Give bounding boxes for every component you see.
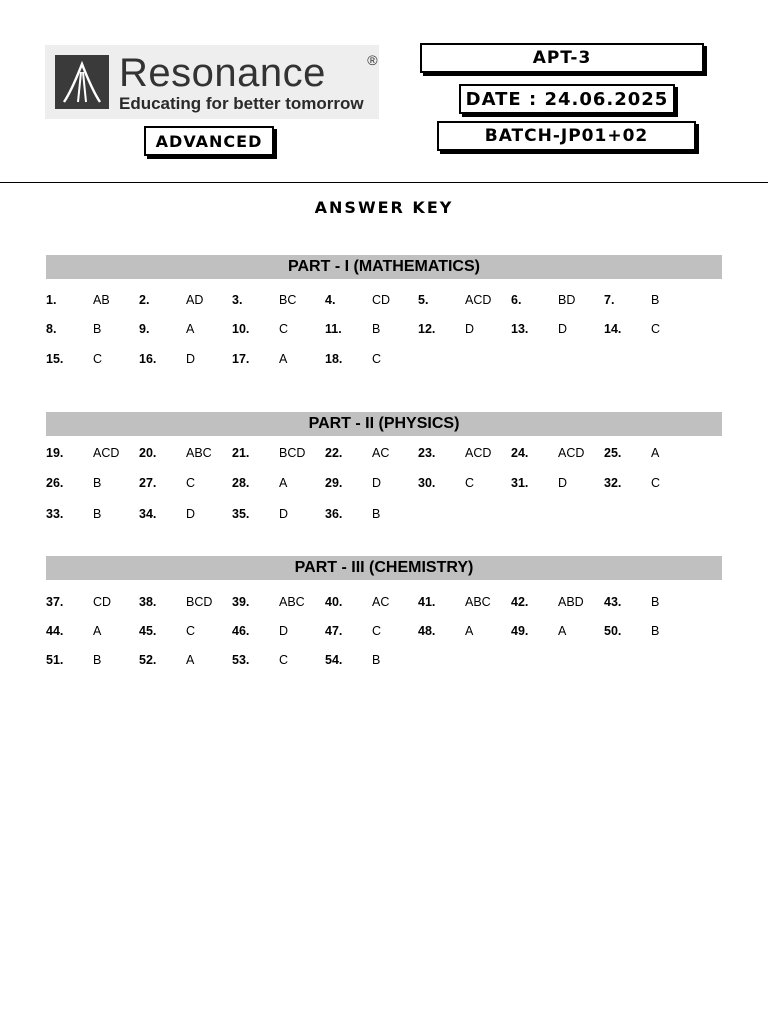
question-number: 30. bbox=[418, 476, 436, 490]
question-number: 44. bbox=[46, 624, 64, 638]
question-number: 21. bbox=[232, 446, 250, 460]
question-number: 4. bbox=[325, 293, 336, 307]
test-code-label: APT-3 bbox=[420, 43, 704, 73]
question-number: 45. bbox=[139, 624, 157, 638]
question-number: 51. bbox=[46, 653, 64, 667]
page-title: ANSWER KEY bbox=[314, 198, 454, 217]
question-number: 32. bbox=[604, 476, 622, 490]
question-number: 47. bbox=[325, 624, 343, 638]
resonance-emblem-icon bbox=[55, 55, 109, 109]
question-number: 20. bbox=[139, 446, 157, 460]
answer-value: D bbox=[465, 322, 475, 336]
question-number: 43. bbox=[604, 595, 622, 609]
answer-value: ACD bbox=[465, 446, 492, 460]
answer-row bbox=[0, 594, 768, 610]
question-number: 28. bbox=[232, 476, 250, 490]
answer-row bbox=[0, 292, 768, 308]
question-number: 13. bbox=[511, 322, 529, 336]
question-number: 31. bbox=[511, 476, 529, 490]
logo-tagline: Educating for better tomorrow bbox=[119, 93, 364, 113]
answer-value: ABC bbox=[465, 595, 491, 609]
question-number: 48. bbox=[418, 624, 436, 638]
question-number: 25. bbox=[604, 446, 622, 460]
answer-value: C bbox=[186, 624, 196, 638]
resonance-logo bbox=[45, 45, 379, 119]
question-number: 41. bbox=[418, 595, 436, 609]
question-number: 54. bbox=[325, 653, 343, 667]
answer-value: C bbox=[93, 352, 103, 366]
question-number: 14. bbox=[604, 322, 622, 336]
answer-value: D bbox=[186, 507, 196, 521]
answer-value: A bbox=[93, 624, 102, 638]
question-number: 15. bbox=[46, 352, 64, 366]
batch-label: BATCH-JP01+02 bbox=[437, 121, 696, 151]
answer-value: B bbox=[93, 507, 102, 521]
question-number: 39. bbox=[232, 595, 250, 609]
answer-value: C bbox=[279, 653, 289, 667]
answer-value: A bbox=[186, 653, 195, 667]
question-number: 46. bbox=[232, 624, 250, 638]
answer-value: BC bbox=[279, 293, 297, 307]
question-number: 3. bbox=[232, 293, 243, 307]
registered-mark: ® bbox=[367, 51, 378, 68]
answer-value: A bbox=[651, 446, 660, 460]
answer-row bbox=[0, 351, 768, 367]
answer-value: D bbox=[279, 507, 289, 521]
answer-value: A bbox=[279, 476, 288, 490]
answer-value: D bbox=[558, 322, 568, 336]
answer-value: AC bbox=[372, 446, 390, 460]
question-number: 6. bbox=[511, 293, 522, 307]
answer-row bbox=[0, 623, 768, 639]
answer-value: C bbox=[372, 624, 382, 638]
answer-value: B bbox=[372, 322, 381, 336]
answer-value: C bbox=[651, 322, 661, 336]
section-heading-chemistry: PART - III (CHEMISTRY) bbox=[46, 556, 722, 580]
answer-row bbox=[0, 652, 768, 668]
level-label: ADVANCED bbox=[144, 126, 274, 156]
answer-value: C bbox=[186, 476, 196, 490]
question-number: 2. bbox=[139, 293, 150, 307]
answer-value: D bbox=[558, 476, 568, 490]
answer-value: ABC bbox=[279, 595, 305, 609]
answer-value: A bbox=[279, 352, 288, 366]
answer-row bbox=[0, 445, 768, 461]
answer-value: A bbox=[558, 624, 567, 638]
answer-value: B bbox=[372, 507, 381, 521]
question-number: 23. bbox=[418, 446, 436, 460]
answer-value: CD bbox=[372, 293, 391, 307]
answer-value: AB bbox=[93, 293, 110, 307]
question-number: 12. bbox=[418, 322, 436, 336]
answer-value: AC bbox=[372, 595, 390, 609]
question-number: 38. bbox=[139, 595, 157, 609]
section-heading-mathematics: PART - I (MATHEMATICS) bbox=[46, 255, 722, 279]
answer-value: ACD bbox=[558, 446, 585, 460]
answer-value: C bbox=[372, 352, 382, 366]
answer-value: CD bbox=[93, 595, 112, 609]
answer-row bbox=[0, 506, 768, 522]
answer-value: C bbox=[465, 476, 475, 490]
question-number: 5. bbox=[418, 293, 429, 307]
answer-value: B bbox=[651, 595, 660, 609]
question-number: 22. bbox=[325, 446, 343, 460]
question-number: 34. bbox=[139, 507, 157, 521]
answer-value: ABC bbox=[186, 446, 212, 460]
question-number: 33. bbox=[46, 507, 64, 521]
answer-value: ACD bbox=[465, 293, 492, 307]
answer-value: C bbox=[279, 322, 289, 336]
answer-value: D bbox=[372, 476, 382, 490]
answer-value: ABD bbox=[558, 595, 584, 609]
header-divider bbox=[0, 182, 768, 183]
question-number: 19. bbox=[46, 446, 64, 460]
question-number: 50. bbox=[604, 624, 622, 638]
question-number: 18. bbox=[325, 352, 343, 366]
question-number: 8. bbox=[46, 322, 57, 336]
answer-value: BCD bbox=[186, 595, 213, 609]
question-number: 49. bbox=[511, 624, 529, 638]
answer-value: A bbox=[465, 624, 474, 638]
question-number: 9. bbox=[139, 322, 150, 336]
answer-value: BCD bbox=[279, 446, 306, 460]
question-number: 27. bbox=[139, 476, 157, 490]
question-number: 40. bbox=[325, 595, 343, 609]
answer-value: B bbox=[651, 293, 660, 307]
question-number: 26. bbox=[46, 476, 64, 490]
answer-value: BD bbox=[558, 293, 576, 307]
question-number: 1. bbox=[46, 293, 57, 307]
answer-row bbox=[0, 475, 768, 491]
answer-value: A bbox=[186, 322, 195, 336]
question-number: 52. bbox=[139, 653, 157, 667]
date-label: DATE : 24.06.2025 bbox=[459, 84, 675, 114]
question-number: 10. bbox=[232, 322, 250, 336]
question-number: 53. bbox=[232, 653, 250, 667]
answer-row bbox=[0, 321, 768, 337]
answer-value: AD bbox=[186, 293, 204, 307]
answer-value: B bbox=[93, 653, 102, 667]
section-heading-physics: PART - II (PHYSICS) bbox=[46, 412, 722, 436]
question-number: 35. bbox=[232, 507, 250, 521]
question-number: 37. bbox=[46, 595, 64, 609]
answer-value: D bbox=[186, 352, 196, 366]
answer-value: B bbox=[93, 476, 102, 490]
question-number: 16. bbox=[139, 352, 157, 366]
answer-value: ACD bbox=[93, 446, 120, 460]
question-number: 7. bbox=[604, 293, 615, 307]
question-number: 42. bbox=[511, 595, 529, 609]
answer-value: B bbox=[651, 624, 660, 638]
question-number: 17. bbox=[232, 352, 250, 366]
logo-name: Resonance bbox=[119, 50, 326, 95]
answer-value: B bbox=[372, 653, 381, 667]
answer-value: D bbox=[279, 624, 289, 638]
answer-value: B bbox=[93, 322, 102, 336]
question-number: 24. bbox=[511, 446, 529, 460]
answer-value: C bbox=[651, 476, 661, 490]
question-number: 29. bbox=[325, 476, 343, 490]
question-number: 36. bbox=[325, 507, 343, 521]
question-number: 11. bbox=[325, 322, 342, 336]
